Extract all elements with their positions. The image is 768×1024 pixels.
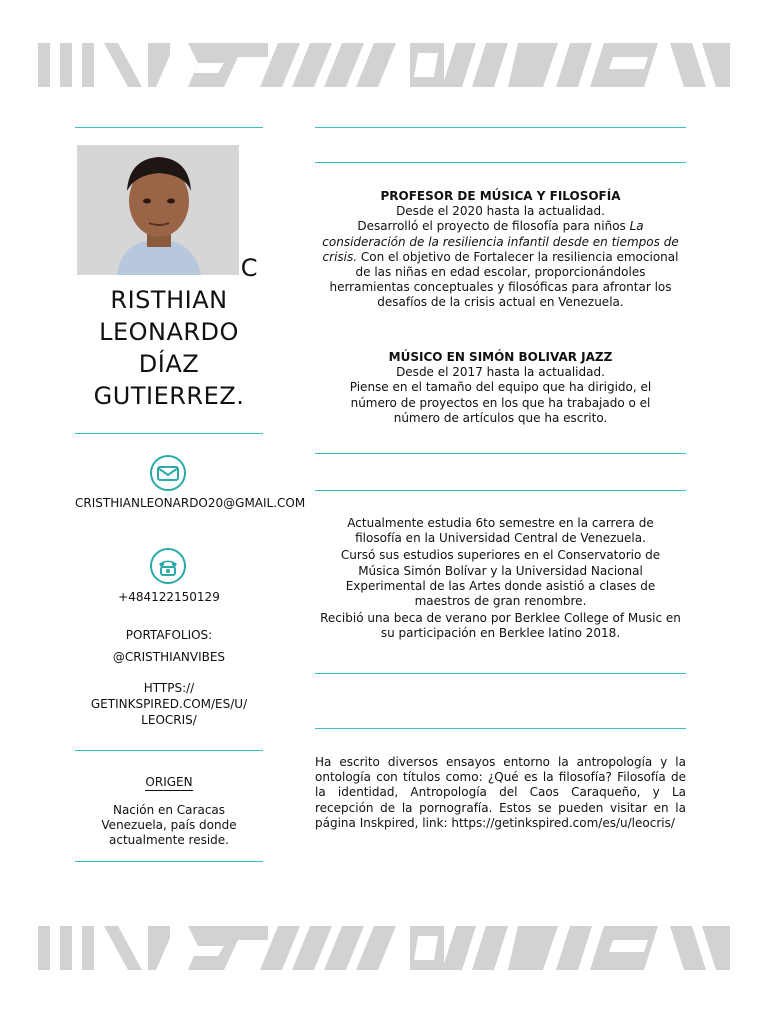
portfolio-url[interactable]: HTTPS:// GETINKSPIRED.COM/ES/U/ LEOCRIS/ [90,681,248,727]
writing-text: Ha escrito diversos ensayos entorno la antropología y la ontología con títulos como: ¿Qué es la filosofía? Filosofía de la identidad, Antropología del Caos Caraqueño, y La recepción de la pornografía. Estos se pueden visitar en la página Inskpired, link: https://getinkspired.com/es/u/leocris/ [315,755,686,830]
job-2 [315,350,686,426]
job-2-title: MÚSICO EN SIMÓN BOLIVAR JAZZ [388,350,613,364]
right-divider-6 [315,728,686,729]
job-1-title: PROFESOR DE MÚSICA Y FILOSOFÍA [380,189,621,203]
origin-text: Nación en Caracas Venezuela, país donde actualmente reside. [101,803,237,847]
left-divider-3 [75,750,263,751]
origin-title: ORIGEN [145,775,193,789]
education-item-2: Cursó sus estudios superiores en el Conservatorio de Música Simón Bolívar y la Universidad Nacional Experimental de las Artes donde asistió a clases de maestros de gran renombre. [340,548,661,609]
right-divider-4 [315,490,686,491]
left-divider-2 [75,433,263,434]
top-decorative-band [38,43,730,87]
education-item-1: Actualmente estudia 6to semestre en la carrera de filosofía en la Universidad Central de Venezuela. [347,516,654,546]
name-rest: RISTHIAN LEONARDO DÍAZ GUTIERREZ. [93,286,245,410]
left-divider-bottom [75,861,263,862]
job-1 [315,189,686,311]
envelope-icon [150,455,186,491]
left-divider-top [75,127,263,128]
education-item-3: Recibió una beca de verano por Berklee College of Music en su participación en Berklee latino 2018. [320,611,681,641]
right-divider-3 [315,453,686,454]
right-divider-5 [315,673,686,674]
job-2-description: Piense en el tamaño del equipo que ha dirigido, el número de proyectos en los que ha trabajado o el número de artículos que ha escrito. [349,380,652,425]
education-section [315,516,686,642]
email-text[interactable]: CRISTHIANLEONARDO20@GMAIL.COM [75,496,306,510]
portfolio-handle[interactable]: @CRISTHIANVIBES [112,650,226,664]
right-divider-1 [315,127,686,128]
bottom-decorative-band [38,926,730,970]
portfolio-label: PORTAFOLIOS: [125,628,213,642]
job-2-period: Desde el 2017 hasta la actualidad. [396,365,605,380]
name-first-letter: C [240,254,258,282]
right-divider-2 [315,162,686,163]
candidate-name [75,252,263,412]
telephone-icon [150,548,186,584]
job-1-description: Desarrolló el proyecto de filosofía para niños La consideración de la resiliencia infantil desde en tiempos de crisis. Con el objetivo de Fortalecer la resiliencia emocional de las niñas en edad escolar, proporcionándoles herramientas conceptuales y filosóficas para afrontar los desafíos de la crisis actual en Venezuela. [322,219,679,310]
job-1-period: Desde el 2020 hasta la actualidad. [396,204,605,219]
phone-text[interactable]: +484122150129 [118,590,220,604]
